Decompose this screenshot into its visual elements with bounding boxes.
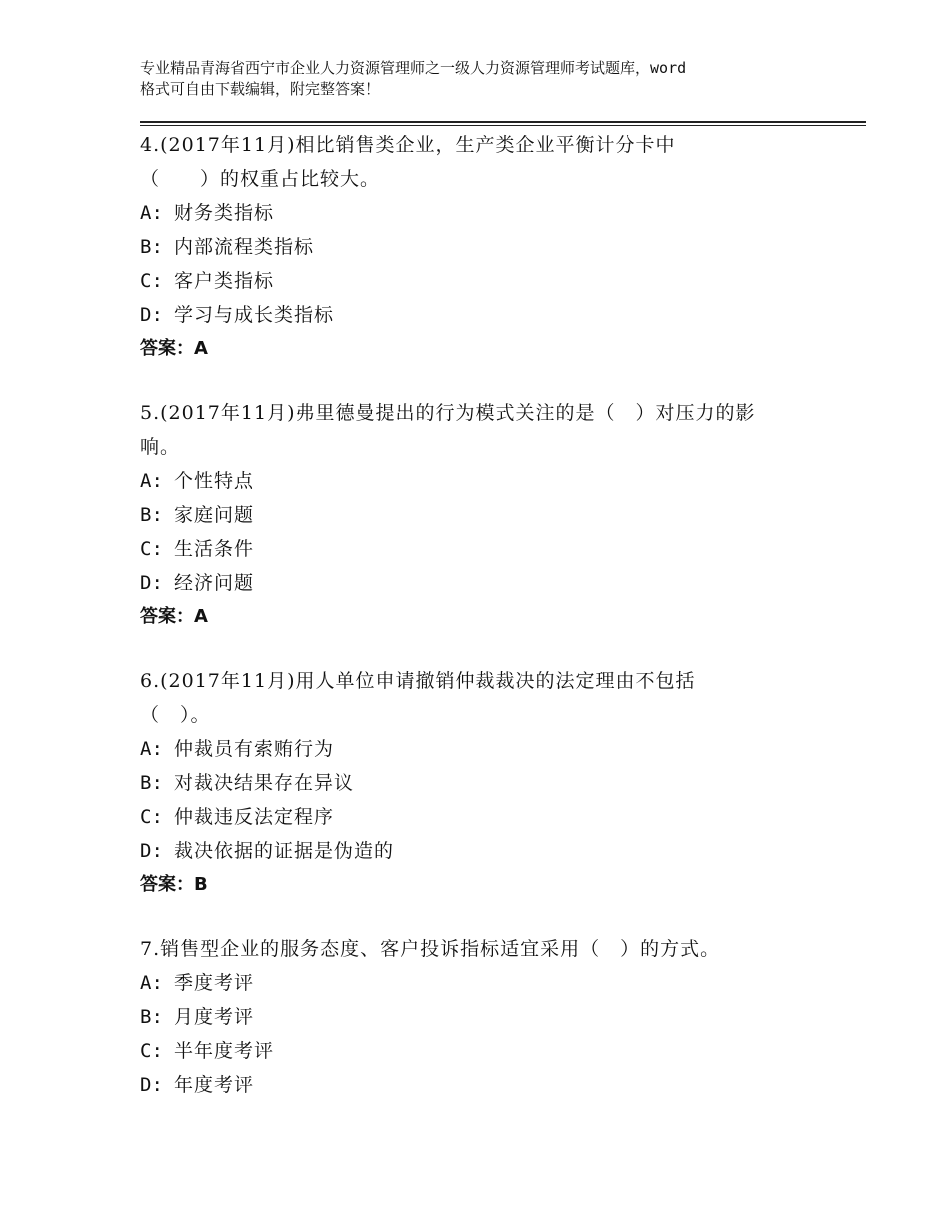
header-divider-thick	[140, 121, 866, 123]
option-c	[140, 532, 866, 566]
header-line-2: 格式可自由下载编辑，附完整答案！	[140, 80, 381, 98]
question-stem-line: 4.(2017年11月)相比销售类企业，生产类企业平衡计分卡中	[140, 134, 676, 156]
option-key: B:	[140, 1006, 163, 1028]
answer-label: 答案：B	[140, 874, 208, 895]
option-text: 财务类指标	[174, 202, 275, 224]
option-key: B:	[140, 772, 163, 794]
header-line-1: 专业精品青海省西宁市企业人力资源管理师之一级人力资源管理师考试题库，word	[140, 59, 687, 77]
option-key: A:	[140, 202, 163, 224]
document-header	[140, 58, 840, 100]
question-4	[140, 128, 866, 366]
option-a	[140, 732, 866, 766]
question-stem-line: 响。	[140, 436, 181, 458]
option-text: 半年度考评	[174, 1040, 275, 1062]
option-text: 生活条件	[174, 538, 255, 560]
option-key: C:	[140, 806, 163, 828]
option-text: 内部流程类指标	[174, 236, 315, 258]
question-stem	[140, 932, 866, 966]
question-6	[140, 664, 866, 902]
option-key: D:	[140, 1074, 163, 1096]
option-d	[140, 298, 866, 332]
question-stem	[140, 128, 866, 196]
question-stem	[140, 396, 866, 464]
option-d	[140, 1068, 866, 1102]
option-c	[140, 800, 866, 834]
header-divider-thin	[140, 125, 866, 126]
question-stem-line: （ ）。	[140, 704, 211, 726]
option-key: B:	[140, 236, 163, 258]
option-b	[140, 766, 866, 800]
option-a	[140, 966, 866, 1000]
question-stem	[140, 664, 866, 732]
option-key: C:	[140, 270, 163, 292]
question-5	[140, 396, 866, 634]
option-text: 家庭问题	[174, 504, 255, 526]
answer-label: 答案：A	[140, 338, 208, 359]
question-stem-line: 7.销售型企业的服务态度、客户投诉指标适宜采用（ ）的方式。	[140, 938, 721, 960]
option-d	[140, 566, 866, 600]
option-key: A:	[140, 972, 163, 994]
option-key: D:	[140, 572, 163, 594]
option-key: C:	[140, 538, 163, 560]
option-text: 裁决依据的证据是伪造的	[174, 840, 395, 862]
option-key: D:	[140, 304, 163, 326]
option-text: 年度考评	[174, 1074, 255, 1096]
option-text: 仲裁违反法定程序	[174, 806, 335, 828]
option-key: B:	[140, 504, 163, 526]
option-text: 对裁决结果存在异议	[174, 772, 355, 794]
question-list	[140, 128, 866, 1132]
question-stem-line: （ ）的权重占比较大。	[140, 168, 381, 190]
option-text: 经济问题	[174, 572, 255, 594]
option-text: 月度考评	[174, 1006, 255, 1028]
option-text: 个性特点	[174, 470, 255, 492]
option-key: C:	[140, 1040, 163, 1062]
option-key: D:	[140, 840, 163, 862]
option-text: 学习与成长类指标	[174, 304, 335, 326]
option-key: A:	[140, 738, 163, 760]
option-c	[140, 264, 866, 298]
option-text: 仲裁员有索贿行为	[174, 738, 335, 760]
question-7	[140, 932, 866, 1102]
question-stem-line: 6.(2017年11月)用人单位申请撤销仲裁裁决的法定理由不包括	[140, 670, 696, 692]
option-c	[140, 1034, 866, 1068]
answer-label: 答案：A	[140, 606, 208, 627]
option-text: 季度考评	[174, 972, 255, 994]
option-a	[140, 196, 866, 230]
option-text: 客户类指标	[174, 270, 275, 292]
option-b	[140, 230, 866, 264]
option-b	[140, 1000, 866, 1034]
option-d	[140, 834, 866, 868]
option-key: A:	[140, 470, 163, 492]
option-a	[140, 464, 866, 498]
option-b	[140, 498, 866, 532]
question-stem-line: 5.(2017年11月)弗里德曼提出的行为模式关注的是（ ）对压力的影	[140, 402, 756, 424]
